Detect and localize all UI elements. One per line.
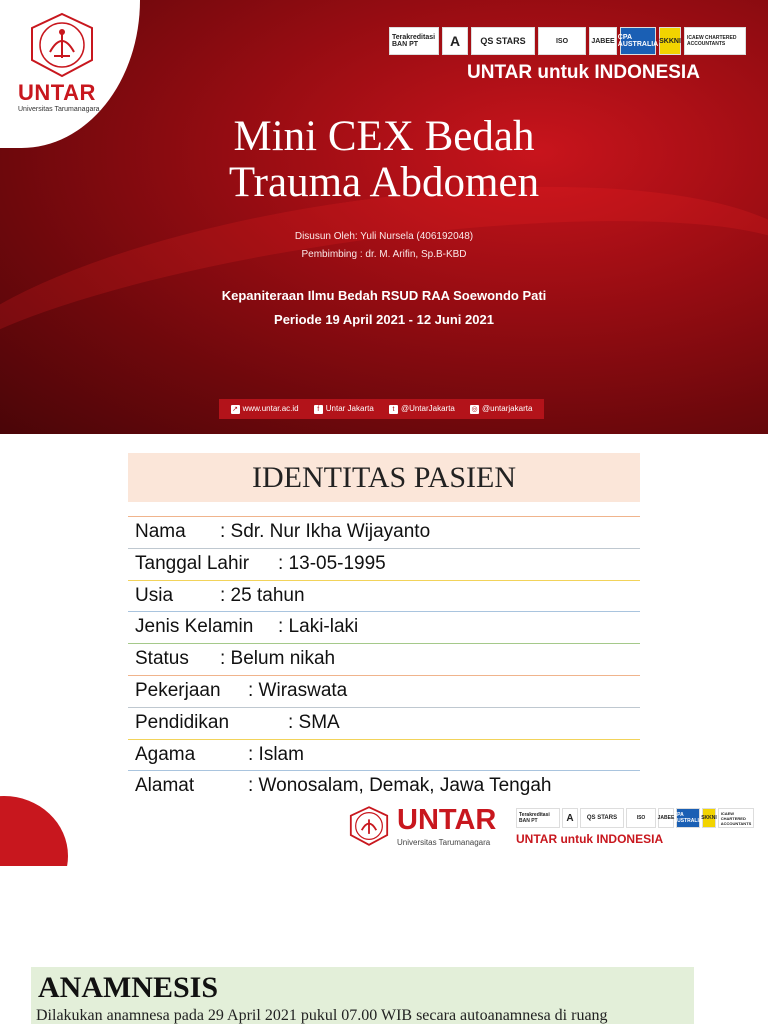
- table-row: [128, 707, 640, 739]
- title-slide: [0, 0, 768, 434]
- tagline: UNTAR untuk INDONESIA: [467, 62, 700, 83]
- row-value: : Laki-laki: [278, 616, 359, 638]
- table-row: [128, 580, 640, 612]
- cpa-badge: CPA AUSTRALIA: [676, 808, 700, 828]
- facebook-icon: f: [314, 405, 323, 414]
- table-row: [128, 516, 640, 548]
- instagram-icon: ◎: [471, 406, 478, 413]
- logo-wordmark: UNTAR: [18, 80, 96, 105]
- row-label: Alamat: [135, 775, 195, 797]
- row-value: : Islam: [248, 743, 304, 765]
- supervisor-line: Pembimbing : dr. M. Arifin, Sp.B-KBD: [301, 249, 467, 260]
- grade-a-badge: A: [562, 808, 578, 828]
- title-line-2: Trauma Abdomen: [228, 159, 540, 206]
- author-line: Disusun Oleh: Yuli Nursela (406192048): [294, 231, 474, 242]
- grade-a-badge: A: [442, 27, 468, 55]
- row-value: : 25 tahun: [220, 584, 305, 606]
- program-line: Kepaniteraan Ilmu Bedah RSUD RAA Soewondo Pati: [221, 288, 547, 303]
- ban-pt-badge: Terakreditasi BAN PT: [516, 808, 560, 828]
- twitter-icon: t: [389, 405, 398, 414]
- social-web[interactable]: ↗ www.untar.ac.id: [232, 404, 299, 413]
- table-row: [128, 548, 640, 580]
- web-icon: ↗: [232, 406, 239, 413]
- cpa-badge: CPA AUSTRALIA: [620, 27, 656, 55]
- footer-badges: [516, 808, 754, 828]
- social-instagram[interactable]: ◎ @untarjakarta: [471, 404, 533, 413]
- table-row: [128, 611, 640, 643]
- qs-stars-badge: QS STARS: [471, 27, 535, 55]
- footer-wordmark: UNTAR: [397, 804, 497, 836]
- icaew-badge: ICAEW CHARTERED ACCOUNTANTS: [718, 808, 754, 828]
- table-row: [128, 675, 640, 707]
- table-row: [128, 739, 640, 771]
- social-twitter[interactable]: t @UntarJakarta: [389, 404, 455, 414]
- table-row: [128, 643, 640, 675]
- footer-tagline: UNTAR untuk INDONESIA: [516, 832, 664, 846]
- decorative-red-shape: [0, 796, 68, 866]
- row-label: Jenis Kelamin: [135, 616, 254, 638]
- row-value: : Sdr. Nur Ikha Wijayanto: [220, 521, 431, 542]
- row-label: Usia: [135, 584, 174, 606]
- row-label: Pendidikan: [135, 711, 230, 733]
- accreditation-badges: [389, 27, 746, 55]
- identity-table: [128, 516, 640, 802]
- iso-badge: ISO: [538, 27, 586, 55]
- identity-heading: IDENTITAS PASIEN: [128, 453, 640, 502]
- presentation-title: [0, 114, 768, 206]
- anamnesis-box: [31, 967, 694, 1024]
- skkni-badge: SKKNI: [702, 808, 716, 828]
- skkni-badge: SKKNI: [659, 27, 681, 55]
- identity-slide: [0, 434, 768, 866]
- anamnesis-slide: [0, 866, 768, 1024]
- row-value: : Wiraswata: [248, 679, 348, 701]
- iso-badge: ISO: [626, 808, 656, 828]
- untar-seal-icon: [28, 12, 96, 78]
- logo-subtitle: Universitas Tarumanagara: [18, 106, 100, 113]
- row-label: Nama: [135, 521, 186, 542]
- footer-logo: [348, 804, 758, 854]
- row-value: : Wonosalam, Demak, Jawa Tengah: [248, 775, 552, 797]
- table-row: [128, 770, 640, 802]
- jabee-badge: JABEE: [589, 27, 617, 55]
- social-facebook[interactable]: f Untar Jakarta: [314, 404, 374, 414]
- untar-seal-icon: [348, 806, 390, 846]
- row-label: Pekerjaan: [135, 679, 221, 701]
- qs-stars-badge: QS STARS: [580, 808, 624, 828]
- row-label: Agama: [135, 743, 196, 765]
- row-value: : SMA: [288, 711, 340, 733]
- anamnesis-heading: ANAMNESIS: [38, 971, 219, 1004]
- row-value: : Belum nikah: [220, 648, 336, 670]
- row-value: : 13-05-1995: [278, 552, 386, 574]
- row-label: Tanggal Lahir: [135, 552, 250, 574]
- icaew-badge: ICAEW CHARTERED ACCOUNTANTS: [684, 27, 746, 55]
- ban-pt-badge: Terakreditasi BAN PT: [389, 27, 439, 55]
- row-label: Status: [135, 648, 189, 670]
- jabee-badge: JABEE: [658, 808, 674, 828]
- title-line-1: Mini CEX Bedah: [233, 113, 535, 160]
- anamnesis-text: Dilakukan anamnesa pada 29 April 2021 pukul 07.00 WIB secara autoanamnesa di ruang: [36, 1007, 608, 1024]
- period-line: Periode 19 April 2021 - 12 Juni 2021: [274, 312, 494, 327]
- social-bar: [219, 399, 544, 419]
- footer-subtitle: Universitas Tarumanagara: [397, 838, 491, 847]
